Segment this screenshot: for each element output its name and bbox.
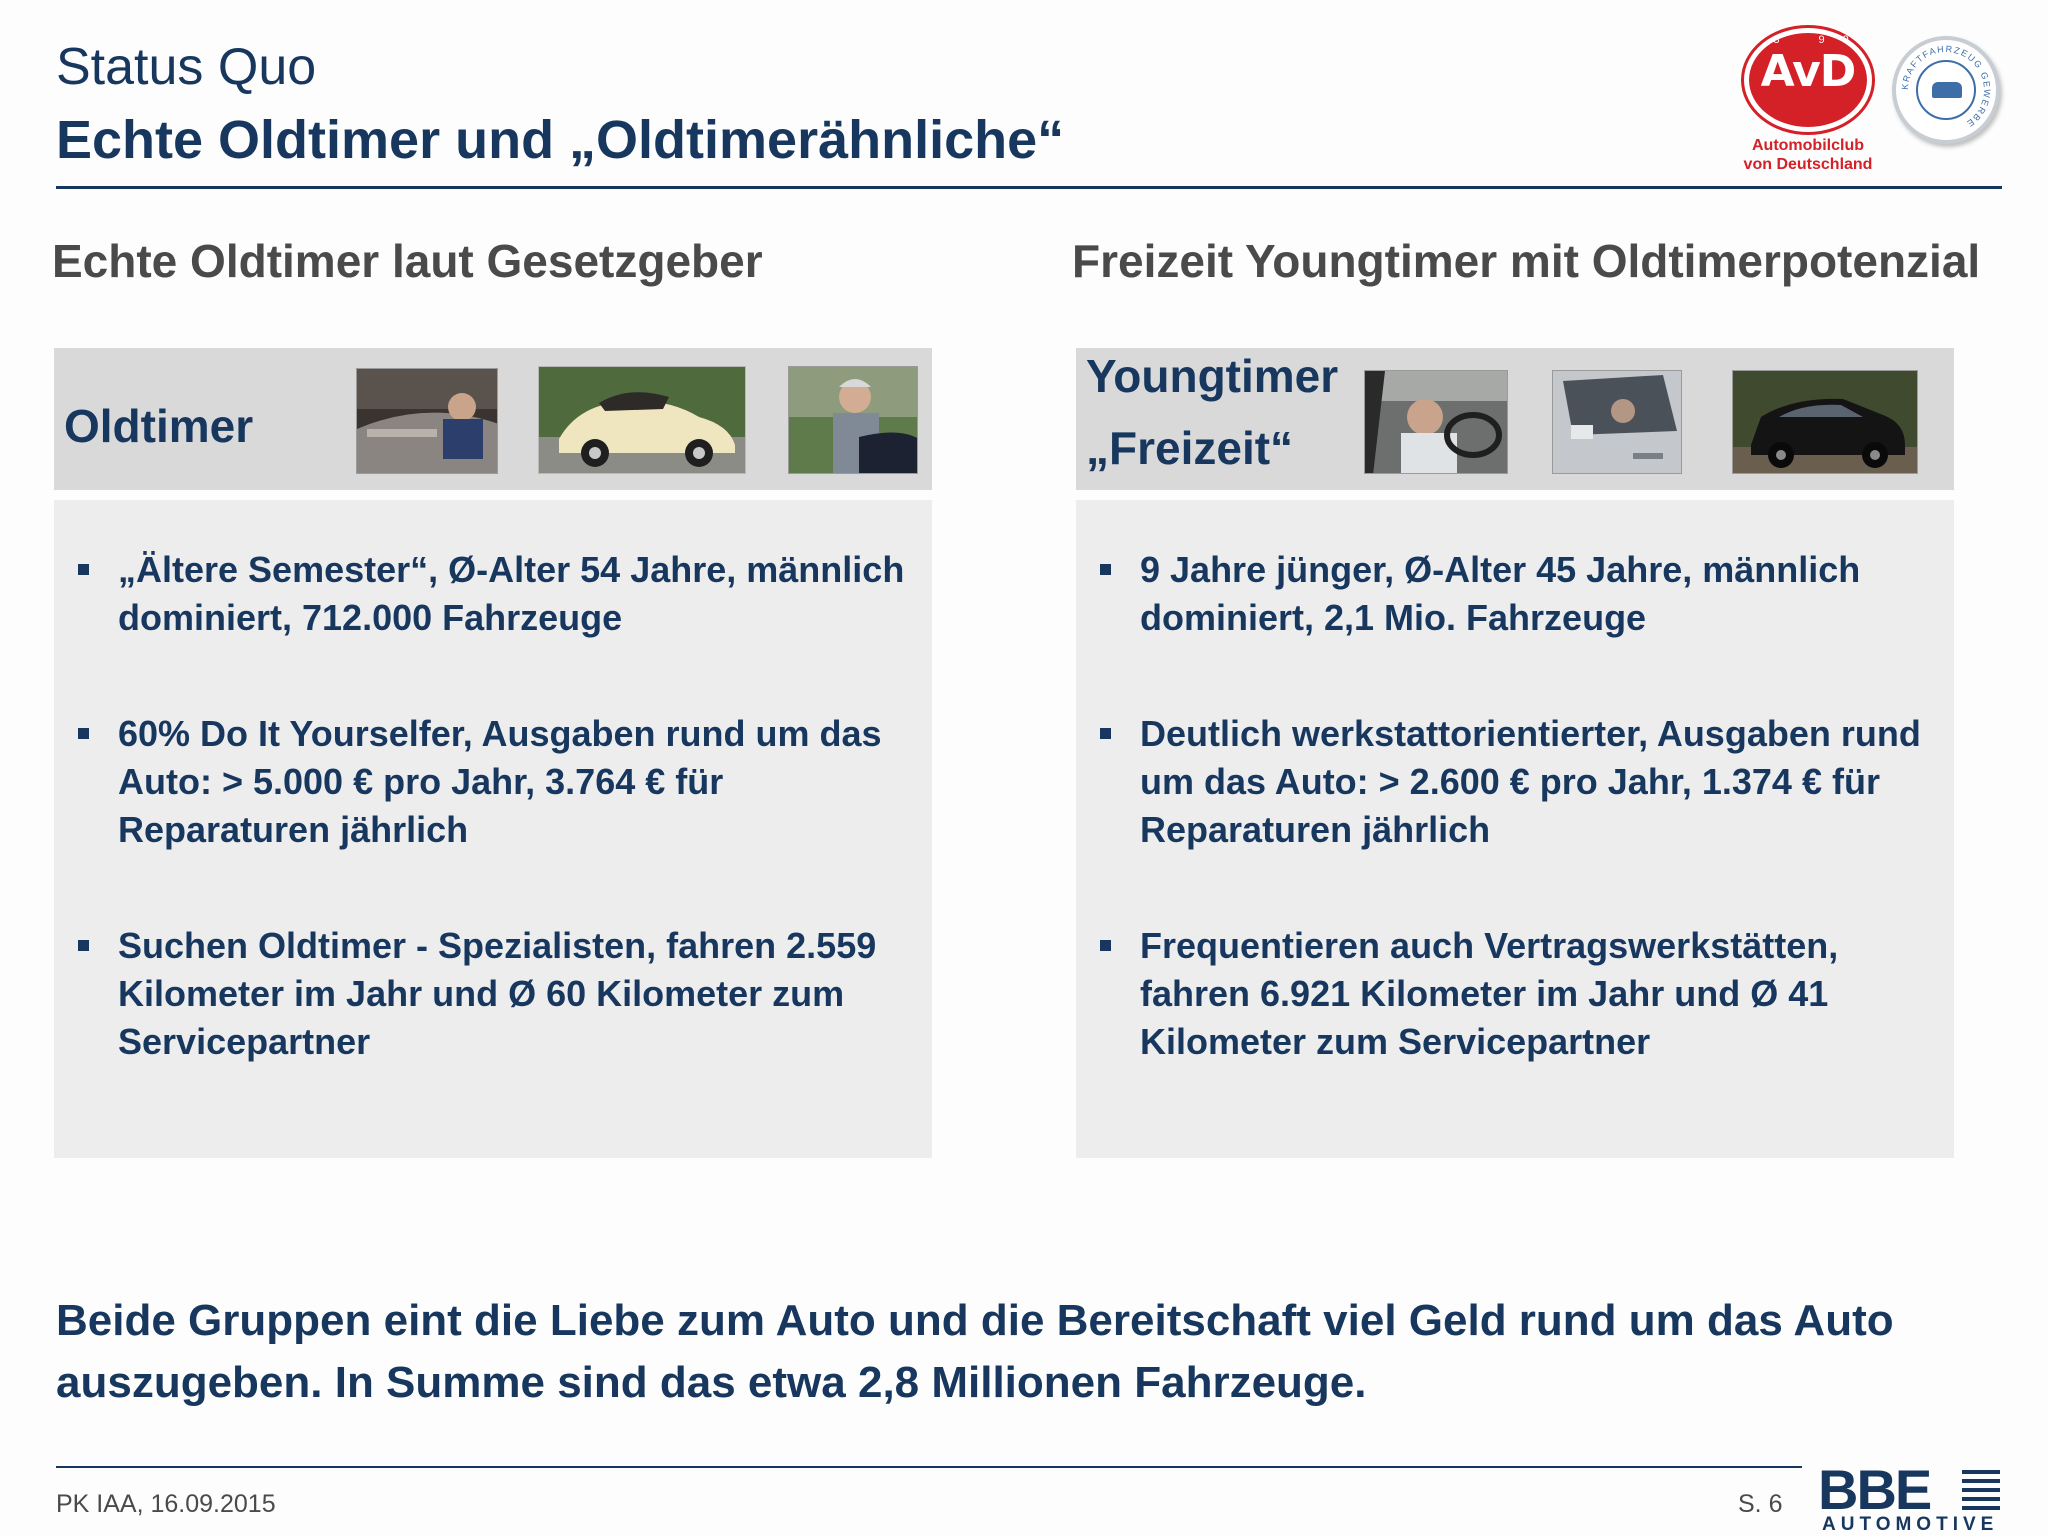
bbe-logo-subtitle: AUTOMOTIVE	[1822, 1514, 1999, 1535]
youngtimer-band	[1076, 348, 1954, 490]
bullet-text: Suchen Oldtimer - Spezialisten, fahren 2.559 Kilometer im Jahr und Ø 60 Kilometer zum Servicepartner	[118, 925, 877, 1062]
bbe-automotive-logo	[1818, 1458, 2002, 1535]
kfz-inner-ring	[1916, 60, 1976, 120]
photo-vw-beetle-cabrio	[538, 366, 746, 474]
footer-event-date: PK IAA, 16.09.2015	[56, 1490, 276, 1518]
left-column-heading: Echte Oldtimer laut Gesetzgeber	[52, 235, 763, 287]
avd-caption-line1: Automobilclub	[1752, 137, 1864, 154]
photo-silver-car-door-image	[1553, 371, 1682, 474]
footer-divider	[56, 1466, 1802, 1468]
youngtimer-label-line1: Youngtimer	[1086, 350, 1339, 402]
photo-driver-at-wheel-image	[1365, 371, 1508, 474]
photo-older-man-with-car-image	[789, 367, 918, 474]
right-column-heading: Freizeit Youngtimer mit Oldtimerpotenzial	[1072, 235, 1981, 287]
list-item	[1140, 922, 1950, 1066]
list-item	[1140, 546, 1950, 642]
list-item	[118, 710, 928, 854]
page-number: S. 6	[1738, 1490, 1783, 1518]
kfz-gewerbe-logo	[1892, 36, 2000, 144]
photo-black-golf-car-image	[1733, 371, 1918, 474]
oldtimer-label: Oldtimer	[64, 400, 254, 452]
bullet-square-icon	[1100, 564, 1111, 575]
avd-logo-caption	[1720, 136, 1896, 174]
bullet-text: Frequentieren auch Vertragswerkstätten, fahren 6.921 Kilometer im Jahr und Ø 41 Kilometer zum Servicepartner	[1140, 925, 1839, 1062]
bullet-square-icon	[78, 940, 89, 951]
header-divider	[56, 186, 2002, 189]
bullet-square-icon	[78, 728, 89, 739]
bbe-logo-stripes-icon	[1962, 1470, 2002, 1520]
youngtimer-label	[1086, 340, 1338, 484]
photo-older-man-with-car	[788, 366, 918, 474]
conclusion-text: Beide Gruppen eint die Liebe zum Auto und die Bereitschaft viel Geld rund um das Auto auszugeben. In Summe sind das etwa 2,8 Millionen Fahrzeuge.	[56, 1296, 1894, 1407]
bbe-logo-word: BBE	[1818, 1458, 1931, 1521]
slide-subtitle: Echte Oldtimer und „Oldtimerähnliche“	[56, 110, 1065, 170]
bullet-text: 60% Do It Yourselfer, Ausgaben rund um das Auto: > 5.000 € pro Jahr, 3.764 € für Reparaturen jährlich	[118, 713, 882, 850]
oldtimer-band	[54, 348, 932, 490]
photo-driver-classic-car-image	[357, 369, 498, 474]
bullet-text: 9 Jahre jünger, Ø-Alter 45 Jahre, männlich dominiert, 2,1 Mio. Fahrzeuge	[1140, 549, 1861, 638]
photo-driver-at-wheel	[1364, 370, 1508, 474]
car-icon	[1932, 82, 1962, 98]
list-item	[118, 546, 928, 642]
bullet-text: „Ältere Semester“, Ø-Alter 54 Jahre, männlich dominiert, 712.000 Fahrzeuge	[118, 549, 905, 638]
photo-black-golf-car	[1732, 370, 1918, 474]
list-item	[1140, 710, 1950, 854]
list-item	[118, 922, 928, 1066]
youngtimer-panel	[1076, 500, 1954, 1158]
avd-logo	[1740, 28, 1876, 173]
kfz-ring-text: KRAFTFAHRZEUG GEWERBE	[1899, 43, 1993, 130]
bullet-text: Deutlich werkstattorientierter, Ausgaben rund um das Auto: > 2.600 € pro Jahr, 1.374 € für Reparaturen jährlich	[1140, 713, 1921, 850]
bullet-square-icon	[78, 564, 89, 575]
photo-vw-beetle-cabrio-image	[539, 367, 746, 474]
avd-logo-year: 18 99	[1749, 34, 1867, 46]
avd-caption-line2: von Deutschland	[1743, 156, 1873, 173]
photo-silver-car-door	[1552, 370, 1682, 474]
avd-logo-mark: AvD	[1760, 46, 1856, 97]
bullet-square-icon	[1100, 728, 1111, 739]
slide-title: Status Quo	[56, 38, 317, 96]
youngtimer-label-line2: „Freizeit“	[1086, 422, 1294, 474]
bullet-square-icon	[1100, 940, 1111, 951]
oldtimer-panel	[54, 500, 932, 1158]
photo-driver-classic-car	[356, 368, 498, 474]
